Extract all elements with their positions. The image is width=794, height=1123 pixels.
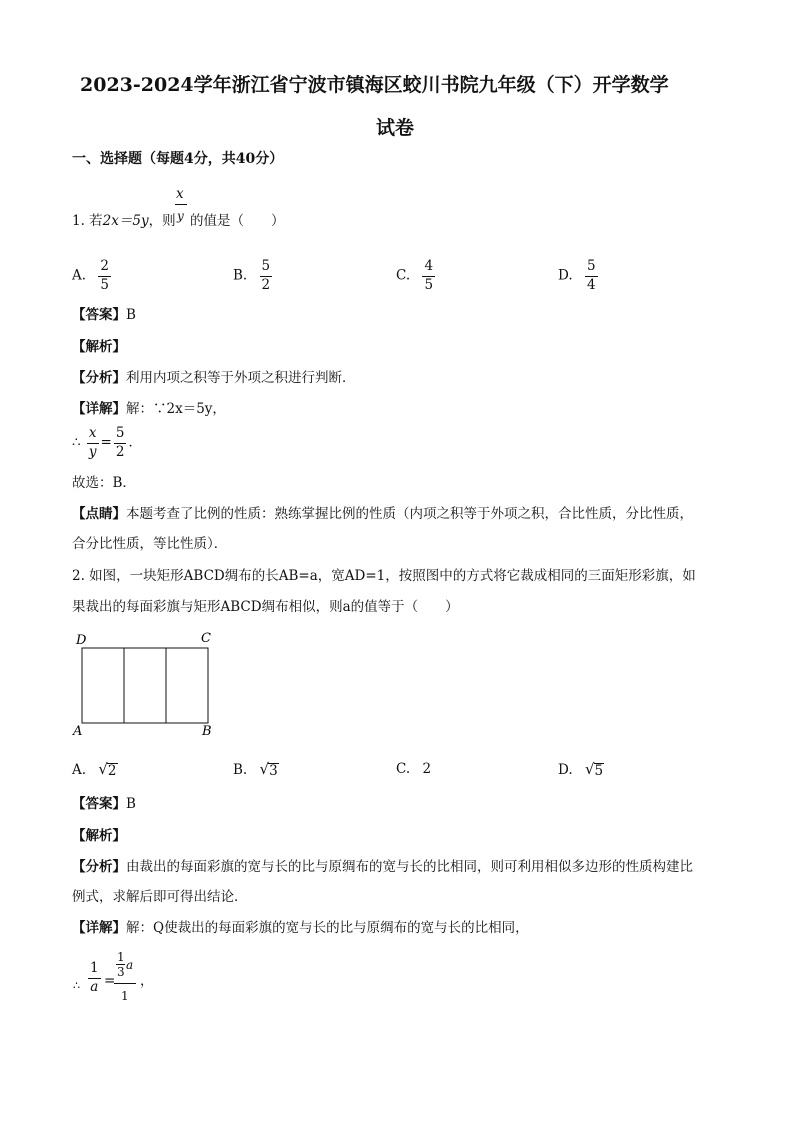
q1-number: 1. 若: [72, 213, 103, 229]
q2-answer: [72, 795, 136, 813]
option-value: 2: [422, 761, 432, 777]
q2-fenxi-line2: 例式，求解后即可得出结论．: [72, 889, 248, 905]
q1-frac-numerator: x: [176, 186, 184, 202]
option-label: D.: [558, 267, 573, 284]
option-denominator: 4: [586, 276, 596, 293]
label-d: D: [76, 633, 87, 648]
detail-tag: 【详解】: [72, 920, 126, 936]
q1-tail: 的值是（ ）: [190, 213, 285, 229]
rectangle-abcd: [82, 648, 208, 723]
q1-condition: 2x＝5y: [102, 213, 149, 229]
therefore-symbol: ∴: [72, 434, 81, 451]
option-numerator: 5: [260, 260, 273, 277]
eq-right-denominator: 2: [115, 443, 125, 460]
option-label: A.: [72, 267, 87, 284]
comment-text: 本题考查了比例的性质：熟练掌握比例的性质（内项之积等于外项之积，合比性质，分比性质，: [126, 506, 693, 522]
label-c: C: [201, 631, 211, 646]
q1-option-b: [233, 260, 274, 292]
q1-analysis-tag: 【解析】: [72, 339, 126, 355]
q2-therefore: ∴: [73, 979, 80, 992]
label-b: B: [202, 724, 212, 739]
option-label: B.: [233, 762, 248, 778]
eq-sign: =: [100, 434, 112, 451]
q2-fenxi-line1: [72, 858, 693, 876]
q2-stem-line2: 果裁出的每面彩旗与矩形ABCD绸布相似，则a的值等于（ ）: [72, 599, 459, 615]
fenxi-tag: 【分析】: [72, 859, 126, 875]
q2-eq-left: [86, 962, 103, 994]
q1-option-d: [558, 260, 600, 292]
eq-denominator: y: [88, 443, 97, 460]
q2-option-c: [396, 760, 431, 778]
option-denominator: 5: [100, 276, 109, 293]
eq-left-numerator: 1: [88, 962, 101, 979]
option-label: B.: [233, 267, 248, 284]
q2-inner-numerator: 1: [117, 950, 125, 964]
page-title-line2: 试卷: [376, 117, 415, 139]
option-label: D.: [558, 762, 573, 778]
q2-eq-sign: =: [104, 973, 116, 989]
q1-option-a: [72, 260, 113, 292]
option-radicand: 3: [269, 763, 278, 779]
option-label: A.: [72, 762, 87, 778]
option-label: C.: [396, 267, 411, 284]
q1-comment-line1: [72, 505, 693, 523]
option-numerator: 4: [422, 260, 435, 277]
q2-eq-end: ，: [140, 973, 154, 989]
option-denominator: 5: [424, 276, 434, 293]
q2-stem-line1: 2. 如图，一块矩形ABCD绸布的长AB=a，宽AD=1，按照图中的方式将它裁成相同的三面矩形彩旗，如: [72, 568, 696, 584]
q1-choose: 故选：B．: [72, 475, 136, 491]
fenxi-text: 利用内项之积等于外项之积进行判断．: [126, 370, 356, 386]
q1-detail: [72, 400, 226, 418]
option-numerator: 2: [98, 260, 111, 277]
eq-end: ．: [128, 434, 142, 451]
comment-tag: 【点睛】: [72, 506, 126, 522]
q2-option-d: D. √ 5: [558, 760, 604, 779]
answer-tag: 【答案】: [72, 307, 126, 323]
answer-value: B: [126, 307, 136, 323]
q1-fenxi: [72, 369, 356, 387]
label-a: A: [73, 724, 83, 739]
option-numerator: 5: [585, 260, 598, 277]
q2-inner-var: a: [126, 958, 134, 972]
fenxi-tag: 【分析】: [72, 370, 126, 386]
eq-left-denominator: a: [90, 978, 99, 995]
option-radicand: 5: [594, 763, 604, 779]
q2-main-bar: [114, 983, 136, 984]
eq-right-numerator: 5: [114, 427, 127, 444]
section-heading: 一、选择题（每题4分，共40分）: [72, 151, 284, 167]
q2-analysis-tag: 【解析】: [72, 828, 126, 844]
q2-rectangle-figure: [70, 628, 220, 740]
detail-text: 解：Q使裁出的每面彩旗的宽与长的比与原绸布的宽与长的比相同，: [126, 920, 529, 936]
q1-frac-denominator: y: [177, 209, 184, 223]
answer-tag: 【答案】: [72, 796, 126, 812]
q1-mid: ，则: [148, 213, 176, 229]
detail-tag: 【详解】: [72, 401, 126, 417]
q2-option-b: B. √ 3: [233, 760, 278, 779]
answer-value: B: [126, 796, 136, 812]
option-label: C.: [396, 761, 411, 777]
q2-right-denominator: 1: [121, 989, 129, 1003]
q1-comment-line2: 合分比性质，等比性质）．: [72, 536, 228, 552]
q2-inner-denominator: 3: [117, 965, 125, 979]
detail-text: 解：∵2x＝5y，: [126, 401, 226, 417]
q1-answer: [72, 306, 136, 324]
q1-equation: [72, 427, 142, 459]
q1-option-c: [396, 260, 437, 292]
option-denominator: 2: [261, 276, 271, 293]
q1-frac-bar: [175, 204, 187, 205]
fenxi-text: 由裁出的每面彩旗的宽与长的比与原绸布的宽与长的比相同，则可利用相似多边形的性质构建比: [126, 859, 693, 875]
question-1-stem: [72, 212, 176, 230]
q2-option-a: A. √ 2: [72, 760, 117, 779]
option-radicand: 2: [107, 763, 117, 779]
eq-numerator: x: [87, 427, 99, 444]
page-title-line1: 2023-2024学年浙江省宁波市镇海区蛟川书院九年级（下）开学数学: [80, 74, 669, 96]
q2-detail: [72, 919, 529, 937]
